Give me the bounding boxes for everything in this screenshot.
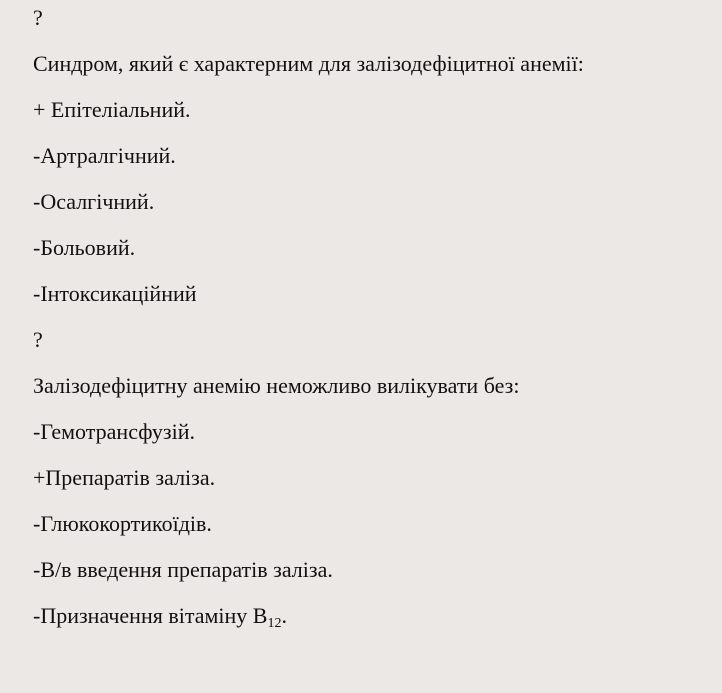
option-suffix: .: [281, 603, 287, 628]
option-text: Гемотрансфузій.: [40, 419, 196, 444]
answer-option: [33, 139, 584, 185]
option-prefix: -: [33, 419, 41, 444]
answer-option: [33, 185, 584, 231]
option-text: Осалгічний.: [40, 189, 155, 214]
question-text: Синдром, який є характерним для залізодефіцитної анемії:: [33, 51, 584, 76]
answer-option: [33, 507, 584, 553]
option-text: Епітеліальний.: [50, 97, 191, 122]
answer-option: [33, 553, 584, 599]
option-prefix: -: [33, 235, 41, 260]
answer-option: [33, 599, 584, 645]
option-prefix: -: [33, 557, 41, 582]
document-body: [33, 1, 584, 645]
question-marker: ?: [33, 327, 43, 352]
question-text: Залізодефіцитну анемію неможливо вилікувати без:: [33, 373, 520, 398]
option-text: Больовий.: [40, 235, 136, 260]
option-prefix: +: [33, 97, 51, 122]
option-prefix: -: [33, 281, 41, 306]
option-text: Глюкокортикоїдів.: [40, 511, 212, 536]
option-text: Призначення вітаміну B: [40, 603, 268, 628]
option-subscript: 12: [267, 616, 282, 631]
option-prefix: -: [33, 603, 41, 628]
option-prefix: -: [33, 189, 41, 214]
option-text: Інтоксикаційний: [40, 281, 197, 306]
answer-option: [33, 415, 584, 461]
option-text: Артралгічний.: [40, 143, 176, 168]
answer-option-correct: [33, 93, 584, 139]
question-marker: ?: [33, 5, 43, 30]
option-text: В/в введення препаратів заліза.: [40, 557, 333, 582]
option-text: Препаратів заліза.: [45, 465, 216, 490]
answer-option-correct: [33, 461, 584, 507]
option-prefix: -: [33, 143, 41, 168]
option-prefix: +: [33, 465, 46, 490]
answer-option: [33, 277, 584, 323]
option-prefix: -: [33, 511, 41, 536]
answer-option: [33, 231, 584, 277]
